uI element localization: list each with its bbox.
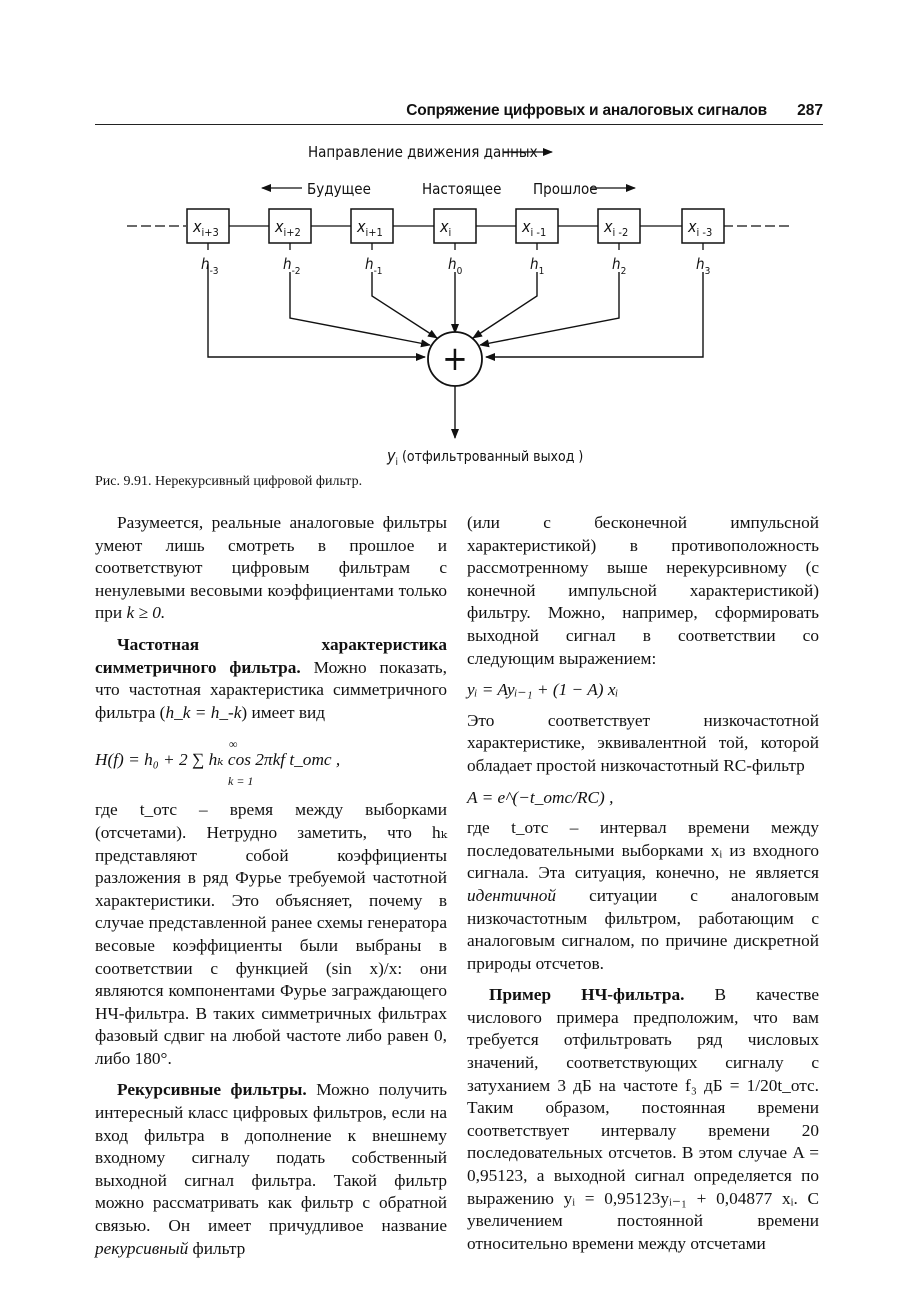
formula-frequency-response: H(f) = h₀ + 2 ∑ hₖ cos 2πkf t_отс , ∞ k = 1 [95, 737, 341, 789]
paragraph: где t_отс – интервал времени между последовательными выборками xᵢ из входного сигнала. Эта ситуация, конечно, не является идентичной ситуации с аналоговым низкочастотным фильтром, работающим с аналоговым сигналом, по причине дискретной природы отсчетов. [467, 818, 819, 973]
paragraph: Частотная характеристика симметричного фильтра. Можно показать, что частотная характеристика симметричного фильтра (h_k = h_-k) имеет вид [95, 634, 447, 722]
paragraph: Рекурсивные фильтры. Можно получить интересный класс цифровых фильтров, если на вход фильтра в дополнение к внешнему входному сигналу подать собственный выходной сигнал фильтра. Такой фильтр можно рассматривать как фильтр с обратной связью. Он имеет причудливое название рекурсивный фильтр [95, 1080, 447, 1258]
left-column [95, 512, 447, 1260]
present-label: Настоящее [422, 180, 502, 198]
paragraph: Это соответствует низкочастотной характеристике, эквивалентной той, которой обладает простой низкочастотный RC-фильтр [467, 710, 819, 775]
paragraph: Разумеется, реальные аналоговые фильтры умеют лишь смотреть в прошлое и соответствуют цифровым фильтрам с ненулевыми весовыми коэффициентами только при k ≥ 0. [95, 513, 447, 623]
tap-line-h2 [480, 272, 619, 345]
tap-line-h-2 [290, 272, 430, 345]
weight-label: $h_0$ [448, 255, 463, 277]
weight-label: $h_2$ [612, 255, 627, 277]
formula-coefficient: A = e^(−t_отс/RC) , [467, 787, 614, 807]
right-column [467, 512, 819, 1255]
delay-box-label: $x_{i+2}$ [275, 217, 301, 239]
weight-label: $h_{-2}$ [283, 255, 301, 277]
delay-box-label: $x_{i+3}$ [193, 217, 219, 239]
tap-line-h-1 [372, 272, 437, 338]
nonrecursive-filter-diagram [0, 0, 912, 480]
past-label: Прошлое [533, 180, 598, 198]
tap-line-h1 [473, 272, 537, 338]
paragraph: Пример НЧ-фильтра. В качестве числового примера предположим, что вам требуется отфильтровать ряд числовых значений, соответствующих сигналу с затуханием 3 дБ на частоте f₃ дБ = 1/20t_отс. Таким образом, постоянная времени соответствует интервалу времени 20 последовательных отсчетов. В этом случае A = 0,95123, а выходной сигнал определяется по выражению yᵢ = 0,95123yᵢ₋₁ + 0,04877 xᵢ. С увеличением постоянной времени относительно времени между отсчетами [467, 985, 819, 1253]
tap-line-h-3 [208, 264, 425, 357]
running-title: Сопряжение цифровых и аналоговых сигналов [406, 102, 767, 119]
adder-plus-icon: + [442, 339, 468, 379]
delay-chain [187, 209, 724, 277]
delay-box-label: $x_{i+1}$ [357, 217, 383, 239]
delay-box-label: $x_{i -2}$ [604, 217, 629, 239]
delay-box-label: $x_i$ [440, 217, 452, 239]
delay-box-label: $x_{i -3}$ [688, 217, 713, 239]
weight-label: $h_{-3}$ [201, 255, 219, 277]
paragraph: (или с бесконечной импульсной характеристикой) в противоположность рассмотренному выше нерекурсивному (с конечной импульсной характеристикой) фильтру. Можно, например, сформировать выходной сигнал в соответствии со следующим выражением: [467, 513, 819, 668]
paragraph: где t_отс – время между выборками (отсчетами). Нетрудно заметить, что hₖ представляют собой коэффициенты разложения в ряд Фурье требуемой частотной характеристики. Это объясняет, почему в случае представленной ранее схемы генератора весовые коэффициенты были выбраны в соответствии с функцией (sin x)/x: они являются компонентами Фурье заграждающего НЧ-фильтра. В таких симметричных фильтрах фазовый сдвиг на любой частоте либо равен 0, либо 180°. [95, 800, 447, 1068]
figure-caption: Рис. 9.91. Нерекурсивный цифровой фильтр. [95, 474, 363, 489]
output-label: $y_i$ (отфильтрованный выход ) [387, 446, 584, 468]
weight-label: $h_{-1}$ [365, 255, 383, 277]
formula-recursive: yᵢ = Ayᵢ₋₁ + (1 − A) xᵢ [467, 680, 619, 700]
weight-label: $h_1$ [530, 255, 545, 277]
future-label: Будущее [307, 180, 371, 198]
tap-line-h3 [486, 272, 703, 357]
delay-box-label: $x_{i -1}$ [522, 217, 547, 239]
direction-label: Направление движения данных [308, 143, 538, 161]
weight-label: $h_3$ [696, 255, 711, 277]
page-number: 287 [797, 102, 823, 119]
